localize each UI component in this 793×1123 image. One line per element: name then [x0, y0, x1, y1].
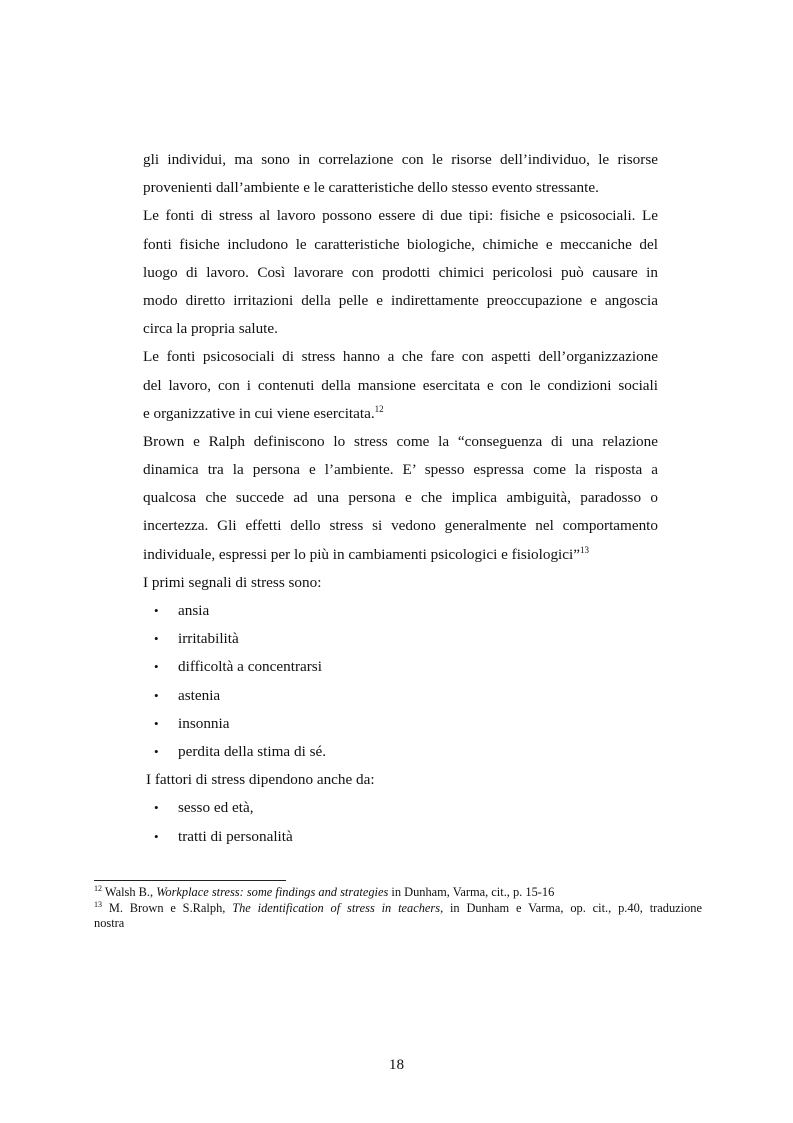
text-line: provenienti dall’ambiente e le caratteristiche dello stesso evento stressante.: [143, 179, 599, 197]
text-line: modo diretto irritazioni della pelle e indirettamente preoccupazione e angoscia: [143, 291, 658, 309]
footnote-ref-13: 13: [579, 544, 589, 555]
text-line: Le fonti di stress al lavoro possono essere di due tipi: fisiche e psicosociali. Le: [143, 207, 658, 225]
list-item: • irritabilità: [143, 625, 658, 653]
page-number: 18: [388, 1056, 405, 1073]
bullet-icon: •: [154, 631, 159, 647]
list-item: • sesso ed età,: [143, 794, 658, 822]
footnote-13: $^{13}$ M. Brown e S.Ralph, The identification of stress in teachers, in Dunham e Varma, op. cit., p.40, traduzione: [94, 899, 702, 915]
main-text: [143, 146, 658, 851]
footnote-13-continuation: nostra: [94, 916, 125, 930]
text-line: incertezza. Gli effetti dello stress si vedono generalmente nel comportamento: [143, 517, 658, 535]
text-line: individuale, espressi per lo più in cambiamenti psicologici e fisiologici”$^{13}$: [143, 544, 589, 563]
footnote-separator: [94, 880, 286, 881]
bullet-icon: •: [154, 743, 159, 759]
footnotes: [94, 885, 702, 932]
footnote-12: $^{12}$ Walsh B., Workplace stress: some findings and strategies in Dunham, Varma, cit., p. 15-16: [94, 884, 555, 899]
text-line: qualcosa che succede ad una persona e che implica ambiguità, paradosso o: [143, 489, 658, 507]
text-line: dinamica tra la persona e l’ambiente. E’ spesso espressa come la risposta a: [143, 461, 658, 479]
footnote-title: The identification of stress in teachers: [232, 900, 441, 915]
list-intro: I primi segnali di stress sono:: [143, 573, 322, 591]
list-item: • perdita della stima di sé.: [143, 738, 658, 766]
footnote-number: 13: [94, 899, 102, 909]
text-line: luogo di lavoro. Così lavorare con prodotti chimici pericolosi può causare in: [143, 263, 658, 281]
text-line: fonti fisiche includono le caratteristiche biologiche, chimiche e meccaniche del: [143, 235, 658, 253]
bullet-icon: •: [154, 687, 159, 703]
footnote-ref-12: 12: [374, 403, 384, 414]
text-line: circa la propria salute.: [143, 320, 278, 338]
bullet-icon: •: [154, 715, 159, 731]
list-item: • astenia: [143, 682, 658, 710]
list-item: • ansia: [143, 597, 658, 625]
text-line: gli individui, ma sono in correlazione con le risorse dell’individuo, le risorse: [143, 151, 658, 168]
list-intro: I fattori di stress dipendono anche da:: [146, 771, 375, 789]
text-line: del lavoro, con i contenuti della mansione esercitata e con le condizioni sociali: [143, 376, 658, 394]
text-line: Le fonti psicosociali di stress hanno a che fare con aspetti dell’organizzazione: [143, 348, 658, 366]
list-item: • insonnia: [143, 710, 658, 738]
bullet-icon: •: [154, 828, 159, 844]
footnote-title: Workplace stress: some findings and strategies: [156, 885, 389, 899]
list-item: • difficoltà a concentrarsi: [143, 653, 658, 681]
bullet-icon: •: [154, 603, 159, 618]
bullet-icon: •: [154, 659, 159, 675]
text-line: Brown e Ralph definiscono lo stress come la “conseguenza di una relazione: [143, 432, 658, 450]
list-item: • tratti di personalità: [143, 823, 658, 851]
text-line: e organizzative in cui viene esercitata.$^{12}$: [143, 403, 384, 422]
bullet-icon: •: [154, 800, 159, 816]
footnote-number: 12: [94, 884, 102, 893]
